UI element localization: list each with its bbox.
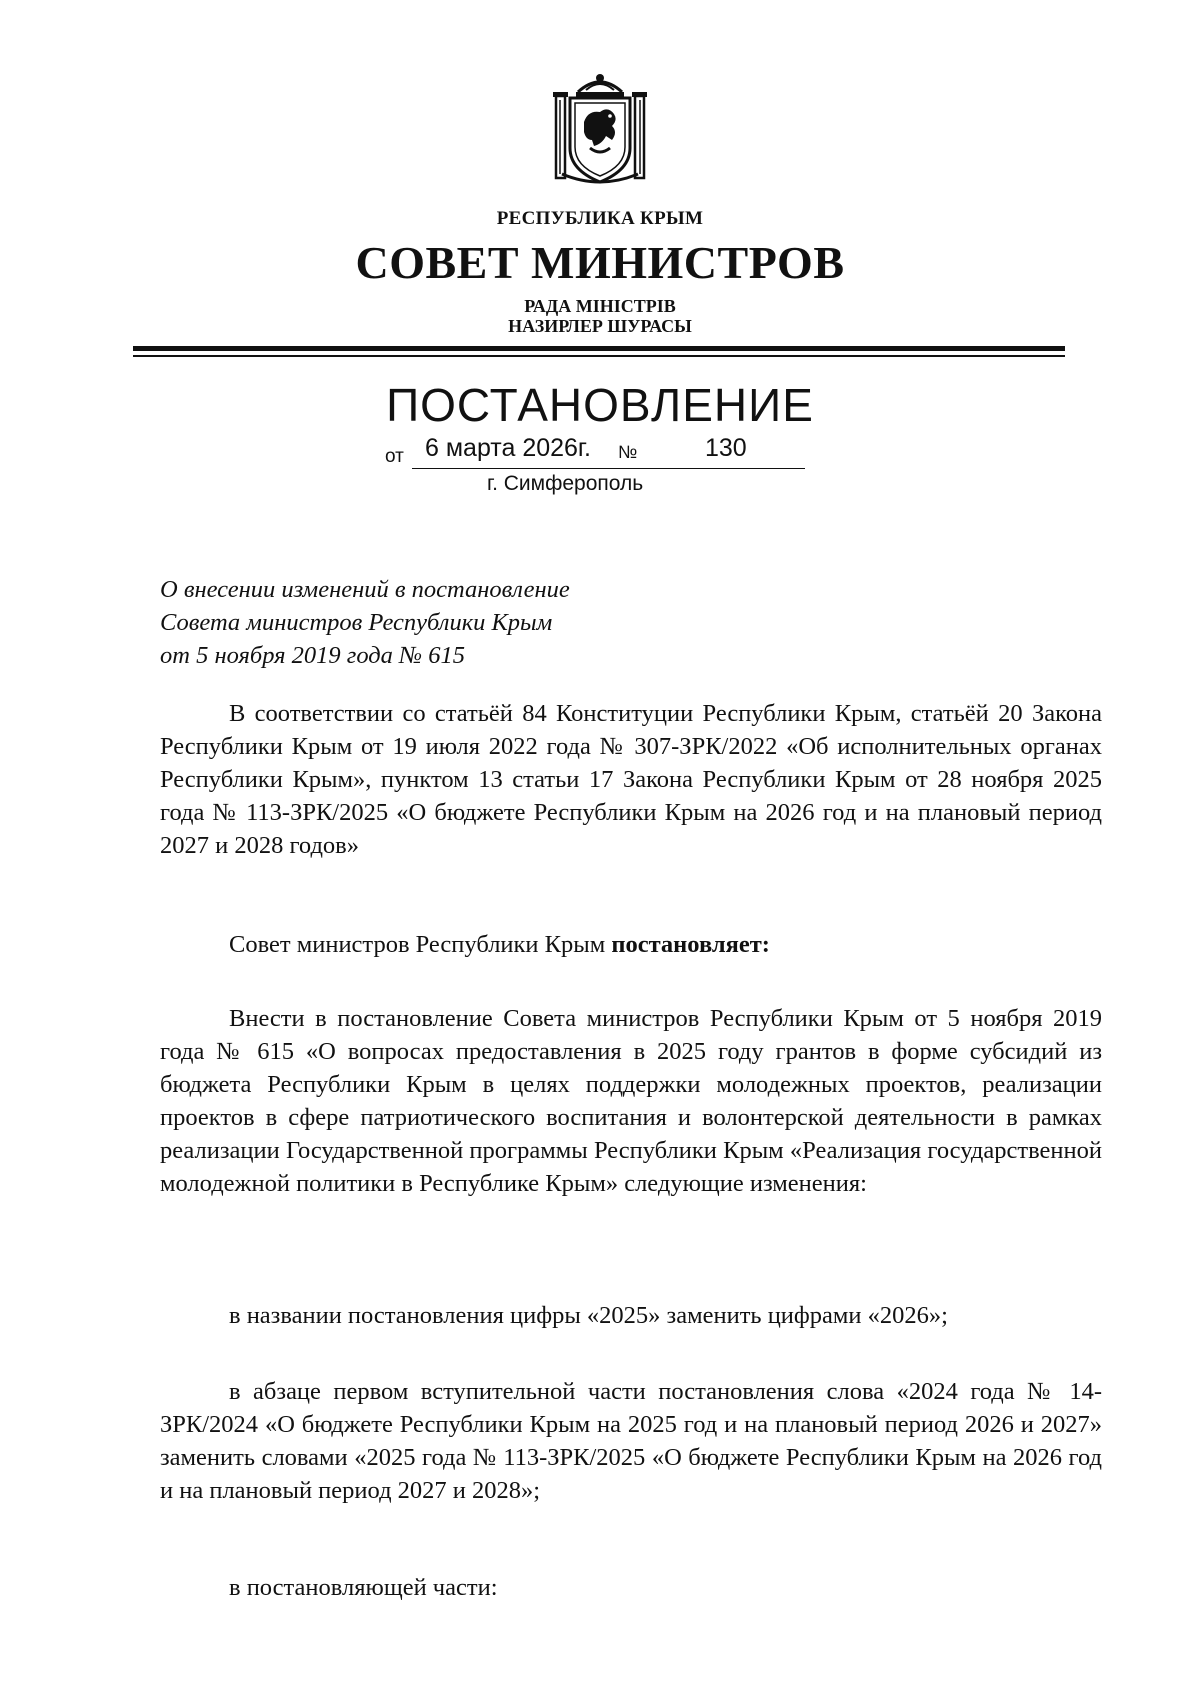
title-line: Совета министров Республики Крым [160, 609, 553, 636]
council-name: СОВЕТ МИНИСТРОВ [355, 237, 845, 288]
number-label: № [618, 442, 638, 462]
resolves-paragraph [160, 928, 1102, 961]
council-name-ukrainian: РАДА МІНІСТРІВ [524, 296, 676, 316]
document-city: г. Симферополь [487, 472, 644, 495]
dateline [0, 432, 1200, 472]
header-rule-thick [133, 346, 1065, 351]
document-type: ПОСТАНОВЛЕНИЕ [386, 379, 814, 431]
header-rule-thin [133, 355, 1065, 357]
document-date: 6 марта 2026г. [425, 434, 591, 462]
operative-part-paragraph: в постановляющей части: [229, 1574, 498, 1601]
dateline-rule [412, 468, 805, 469]
document-title [160, 573, 860, 672]
resolves-text: Совет министров Республики Крым [229, 931, 612, 958]
document-number: 130 [705, 434, 747, 462]
preamble-paragraph: В соответствии со статьёй 84 Конституции Республики Крым, статьёй 20 Закона Республики Крым от 19 июля 2022 года № 307-ЗРК/2022 «Об исполнительных органах Республики Крым», пунктом 13 статьи 17 Закона Республики Крым от 28 ноября 2025 года № 113-ЗРК/2025 «О бюджете Республики Крым на 2026 год и на плановый период 2027 и 2028 годов» [160, 700, 1102, 859]
resolves-keyword: постановляет: [611, 931, 770, 958]
republic-name: РЕСПУБЛИКА КРЫМ [496, 208, 704, 229]
title-line: О внесении изменений в постановление [160, 576, 570, 603]
title-line: от 5 ноября 2019 года № 615 [160, 642, 466, 669]
crimea-coat-of-arms-icon [548, 70, 652, 188]
preamble-change-paragraph: в абзаце первом вступительной части постановления слова «2024 года № 14-ЗРК/2024 «О бюджете Республики Крым на 2025 год и на плановый период 2026 и 2027» заменить словами «2025 года № 113-ЗРК/2025 «О бюджете Республики Крым на 2026 год и на плановый период 2027 и 2028»; [160, 1378, 1102, 1504]
title-change-paragraph: в названии постановления цифры «2025» заменить цифрами «2026»; [229, 1302, 948, 1329]
amendment-paragraph: Внести в постановление Совета министров Республики Крым от 5 ноября 2019 года № 615 «О вопросах предоставления в 2025 году грантов в форме субсидий из бюджета Республики Крым в целях поддержки молодежных проектов, реализации проектов в сфере патриотического воспитания и волонтерской деятельности в рамках реализации Государственной программы Республики Крым «Реализация государственной молодежной политики в Республике Крым» следующие изменения: [160, 1005, 1102, 1197]
date-prefix: от [385, 446, 404, 467]
council-name-crimean-tatar: НАЗИРЛЕР ШУРАСЫ [508, 316, 692, 336]
